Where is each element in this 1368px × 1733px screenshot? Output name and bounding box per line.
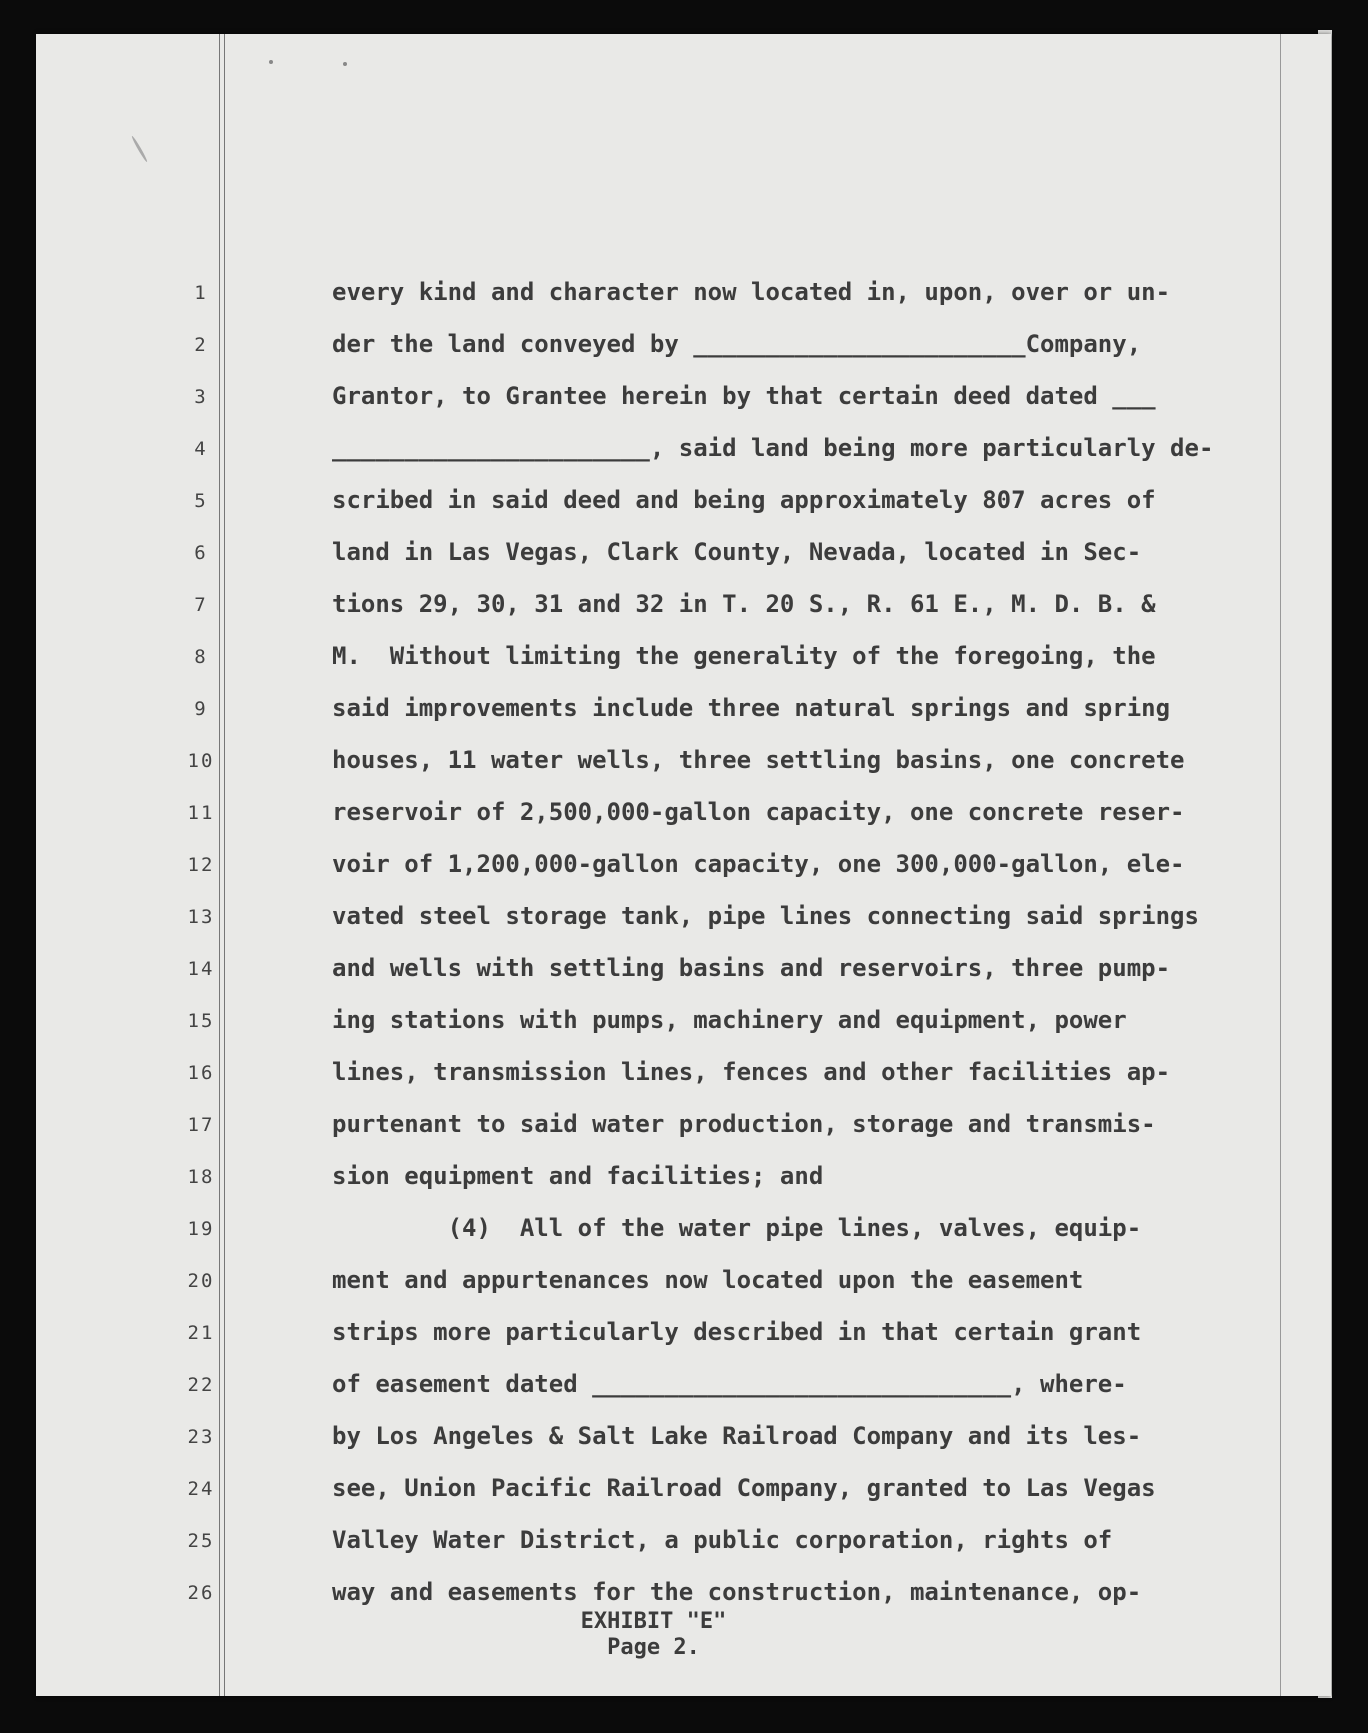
text-line: voir of 1,200,000-gallon capacity, one 300,000-gallon, ele- xyxy=(332,850,1185,878)
line-number: 26 xyxy=(187,1582,215,1604)
text-line: ing stations with pumps, machinery and equipment, power xyxy=(332,1006,1127,1034)
line-number: 9 xyxy=(194,698,208,720)
text-line: ment and appurtenances now located upon the easement xyxy=(332,1266,1084,1294)
text-line: M. Without limiting the generality of the foregoing, the xyxy=(332,642,1156,670)
line-number: 22 xyxy=(187,1374,215,1396)
line-number: 1 xyxy=(194,282,208,304)
text-line: purtenant to said water production, storage and transmis- xyxy=(332,1110,1156,1138)
document-body xyxy=(332,266,1232,1618)
line-number: 12 xyxy=(187,854,215,876)
text-line: by Los Angeles & Salt Lake Railroad Company and its les- xyxy=(332,1422,1142,1450)
text-line: see, Union Pacific Railroad Company, granted to Las Vegas xyxy=(332,1474,1156,1502)
text-line: vated steel storage tank, pipe lines connecting said springs xyxy=(332,902,1199,930)
line-number: 21 xyxy=(187,1322,215,1344)
line-number: 18 xyxy=(187,1166,215,1188)
paper-speck xyxy=(269,60,273,64)
document-page xyxy=(36,34,1331,1696)
page-number: Page 2. xyxy=(607,1635,700,1660)
line-number: 19 xyxy=(187,1218,215,1240)
text-line: said improvements include three natural springs and spring xyxy=(332,694,1171,722)
text-line: way and easements for the construction, maintenance, op- xyxy=(332,1578,1142,1606)
line-numbers xyxy=(186,267,216,1619)
line-number: 17 xyxy=(187,1114,215,1136)
line-number: 13 xyxy=(187,906,215,928)
line-number: 23 xyxy=(187,1426,215,1448)
exhibit-label: EXHIBIT "E" xyxy=(580,1609,727,1634)
text-line: reservoir of 2,500,000-gallon capacity, one concrete reser- xyxy=(332,798,1185,826)
text-line: Valley Water District, a public corporation, rights of xyxy=(332,1526,1113,1554)
text-line: tions 29, 30, 31 and 32 in T. 20 S., R. 61 E., M. D. B. & xyxy=(332,590,1156,618)
line-number: 16 xyxy=(187,1062,215,1084)
line-number: 24 xyxy=(187,1478,215,1500)
line-number: 3 xyxy=(194,386,208,408)
line-number: 25 xyxy=(187,1530,215,1552)
text-line: der the land conveyed by _______________________Company, xyxy=(332,330,1142,358)
text-line: every kind and character now located in, upon, over or un- xyxy=(332,278,1171,306)
margin-rule-left-outer xyxy=(219,34,220,1696)
line-number: 7 xyxy=(194,594,208,616)
line-number: 10 xyxy=(187,750,215,772)
line-number: 8 xyxy=(194,646,208,668)
line-number: 6 xyxy=(194,542,208,564)
line-number: 11 xyxy=(187,802,215,824)
paper-speck xyxy=(343,62,347,66)
paper-mark xyxy=(131,135,149,162)
text-line: (4) All of the water pipe lines, valves, equip- xyxy=(332,1214,1142,1242)
line-number: 5 xyxy=(194,490,208,512)
text-line: strips more particularly described in that certain grant xyxy=(332,1318,1142,1346)
text-line: Grantor, to Grantee herein by that certain deed dated ___ xyxy=(332,382,1156,410)
text-line: and wells with settling basins and reservoirs, three pump- xyxy=(332,954,1171,982)
line-number: 20 xyxy=(187,1270,215,1292)
line-number: 15 xyxy=(187,1010,215,1032)
text-line: scribed in said deed and being approximately 807 acres of xyxy=(332,486,1156,514)
line-number: 2 xyxy=(194,334,208,356)
margin-rule-right xyxy=(1280,34,1281,1696)
text-line: ______________________, said land being more particularly de- xyxy=(332,434,1214,462)
page-footer xyxy=(36,1609,1331,1661)
text-line: of easement dated _____________________________, where- xyxy=(332,1370,1127,1398)
line-number: 4 xyxy=(194,438,208,460)
text-line: sion equipment and facilities; and xyxy=(332,1162,824,1190)
text-line: lines, transmission lines, fences and other facilities ap- xyxy=(332,1058,1171,1086)
line-number: 14 xyxy=(187,958,215,980)
text-line: land in Las Vegas, Clark County, Nevada, located in Sec- xyxy=(332,538,1142,566)
text-line: houses, 11 water wells, three settling basins, one concrete xyxy=(332,746,1185,774)
margin-rule-left-inner xyxy=(224,34,225,1696)
